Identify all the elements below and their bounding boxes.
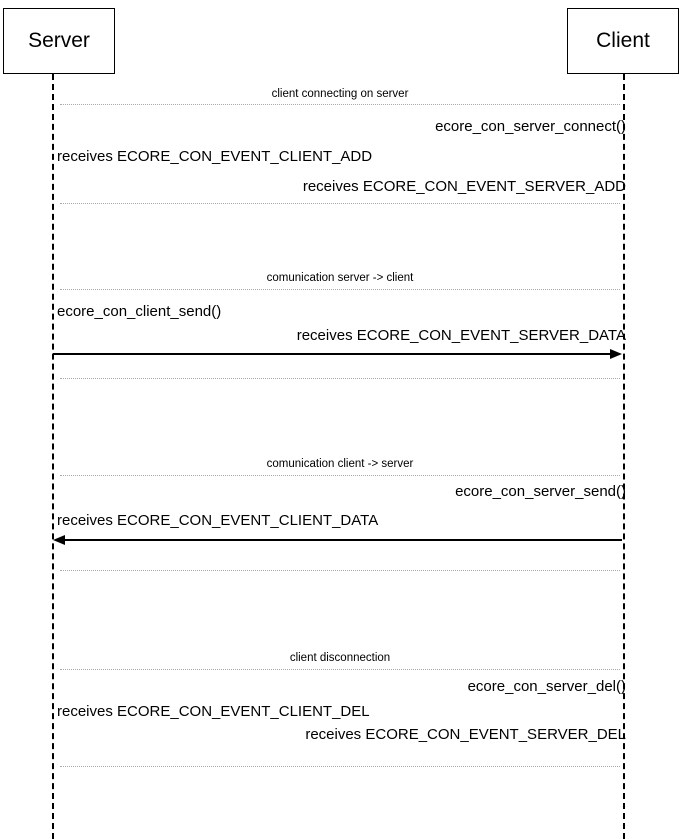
arrow-head-right-icon [610,349,622,359]
actor-client-label: Client [596,29,650,52]
message-client-send: ecore_con_client_send() [57,303,222,320]
section-title-connect: client connecting on server [60,88,620,100]
section-title-server-to-client: comunication server -> client [60,272,620,284]
section-separator [60,475,620,476]
message-server-data: receives ECORE_CON_EVENT_SERVER_DATA [296,327,626,344]
actor-server-label: Server [28,29,90,52]
section-separator [60,289,620,290]
section-title-disconnect: client disconnection [60,652,620,664]
section-separator [60,766,620,767]
message-server-send: ecore_con_server_send() [455,483,626,500]
message-server-del-event: receives ECORE_CON_EVENT_SERVER_DEL [305,726,626,743]
section-separator [60,570,620,571]
message-client-data: receives ECORE_CON_EVENT_CLIENT_DATA [57,512,379,529]
message-server-del: ecore_con_server_del() [467,678,626,695]
section-separator [60,104,620,105]
message-server-add: receives ECORE_CON_EVENT_SERVER_ADD [302,178,626,195]
section-title-client-to-server: comunication client -> server [60,458,620,470]
arrow-server-to-client [53,353,611,355]
lifeline-server [52,74,54,839]
message-server-connect: ecore_con_server_connect() [435,118,626,135]
arrow-head-left-icon [53,535,65,545]
message-client-add: receives ECORE_CON_EVENT_CLIENT_ADD [57,148,373,165]
actor-client [567,8,679,74]
section-separator [60,378,620,379]
message-client-del: receives ECORE_CON_EVENT_CLIENT_DEL [57,703,370,720]
arrow-client-to-server [65,539,622,541]
actor-server [3,8,115,74]
section-separator [60,669,620,670]
section-separator [60,203,620,204]
